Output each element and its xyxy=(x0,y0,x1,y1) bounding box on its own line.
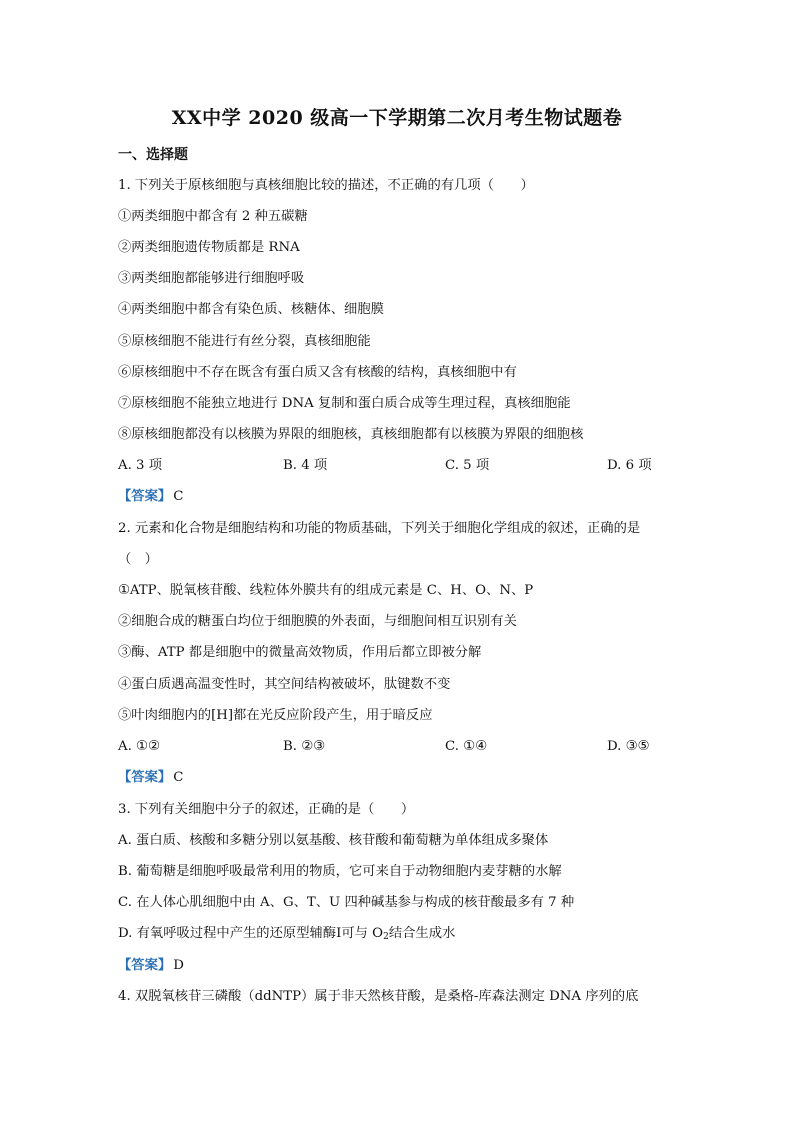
q1-item-7: ⑦原核细胞不能独立地进行 DNA 复制和蛋白质合成等生理过程，真核细胞能 xyxy=(118,396,571,411)
q1-item-3: ③两类细胞都能够进行细胞呼吸 xyxy=(118,271,305,286)
q2-stem: 2. 元素和化合物是细胞结构和功能的物质基础，下列关于细胞化学组成的叙述，正确的是 xyxy=(118,521,641,536)
q1-item-1: ①两类细胞中都含有 2 种五碳糖 xyxy=(118,209,308,224)
q2-answer-value: C xyxy=(173,770,184,785)
q1-stem: 1. 下列关于原核细胞与真核细胞比较的描述，不正确的有几项（ ） xyxy=(118,178,534,193)
q1-option-a: A. 3 项 xyxy=(118,458,163,473)
q2-item-3: ③酶、ATP 都是细胞中的微量高效物质，作用后都立即被分解 xyxy=(118,645,482,660)
section-heading: 一、选择题 xyxy=(118,147,188,163)
q2-item-4: ④蛋白质遇高温变性时，其空间结构被破坏，肽键数不变 xyxy=(118,677,451,692)
answer-label: 【答案】 xyxy=(118,958,172,973)
q2-option-a: A. ①② xyxy=(118,739,160,754)
q2-item-2: ②细胞合成的糖蛋白均位于细胞膜的外表面，与细胞间相互识别有关 xyxy=(118,614,517,629)
q1-option-c: C. 5 项 xyxy=(445,458,490,473)
q1-item-5: ⑤原核细胞不能进行有丝分裂，真核细胞能 xyxy=(118,334,371,349)
q1-item-8: ⑧原核细胞都没有以核膜为界限的细胞核，真核细胞都有以核膜为界限的细胞核 xyxy=(118,427,584,442)
q3-option-b: B. 葡萄糖是细胞呼吸最常利用的物质，它可来自于动物细胞内麦芽糖的水解 xyxy=(118,864,562,879)
q3-option-d-subscript: 2 xyxy=(383,932,389,942)
answer-label: 【答案】 xyxy=(118,489,172,504)
q1-answer xyxy=(118,488,183,506)
q1-item-6: ⑥原核细胞中不存在既含有蛋白质又含有核酸的结构，真核细胞中有 xyxy=(118,365,517,380)
q3-stem: 3. 下列有关细胞中分子的叙述，正确的是（ ） xyxy=(118,802,415,817)
q1-option-b: B. 4 项 xyxy=(283,458,328,473)
q2-answer xyxy=(118,769,183,787)
q4-stem: 4. 双脱氧核苷三磷酸（ddNTP）属于非天然核苷酸，是桑格-库森法测定 DNA 序列的底 xyxy=(118,989,639,1004)
q3-option-d-tail: 结合生成水 xyxy=(388,926,456,941)
exam-title: XX中学 2020 级高一下学期第二次月考生物试题卷 xyxy=(171,107,623,129)
q3-option-d-text: D. 有氧呼吸过程中产生的还原型辅酶Ⅰ可与 O xyxy=(118,926,384,941)
answer-label: 【答案】 xyxy=(118,770,172,785)
q1-item-2: ②两类细胞遗传物质都是 RNA xyxy=(118,240,300,255)
q2-option-c: C. ①④ xyxy=(445,739,487,754)
q2-option-d: D. ③⑤ xyxy=(607,739,650,754)
q1-option-d: D. 6 项 xyxy=(607,458,652,473)
q3-option-d xyxy=(118,925,455,946)
q3-answer xyxy=(118,957,184,975)
q3-option-a: A. 蛋白质、核酸和多糖分别以氨基酸、核苷酸和葡萄糖为单体组成多聚体 xyxy=(118,833,549,848)
q2-option-b: B. ②③ xyxy=(283,739,326,754)
q1-answer-value: C xyxy=(173,489,184,504)
q3-option-c: C. 在人体心肌细胞中由 A、G、T、U 四种碱基参与构成的核苷酸最多有 7 种 xyxy=(118,895,575,910)
q2-stem-cont: （ ） xyxy=(118,552,158,567)
q2-item-1: ①ATP、脱氧核苷酸、线粒体外膜共有的组成元素是 C、H、O、N、P xyxy=(118,583,534,598)
q1-item-4: ④两类细胞中都含有染色质、核糖体、细胞膜 xyxy=(118,302,384,317)
q3-answer-value: D xyxy=(173,958,184,973)
q2-item-5: ⑤叶肉细胞内的[H]都在光反应阶段产生，用于暗反应 xyxy=(118,708,433,723)
